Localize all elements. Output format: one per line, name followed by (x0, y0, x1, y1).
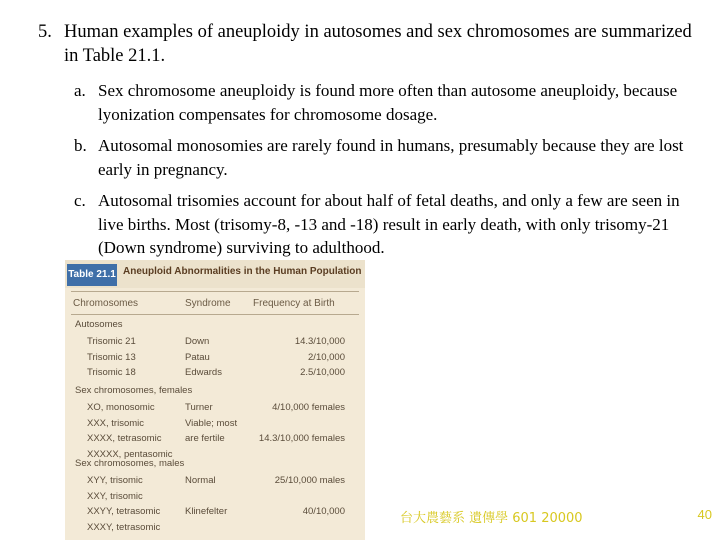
table-cell-frequency: 2.5/10,000 (300, 367, 345, 378)
table-cell-syndrome: Klinefelter (185, 506, 228, 517)
table-cell-chromosomes: XXXXX, pentasomic (87, 448, 173, 460)
table-rule-top (71, 291, 359, 292)
table-group-label: Sex chromosomes, females (75, 385, 193, 396)
table-cell-chromosomes: XXXY, tetrasomic (87, 521, 161, 533)
table-cell-chromosomes: Trisomic 13 (87, 351, 136, 363)
sub-point-letter: c. (74, 191, 86, 210)
table-cell-chromosomes: Trisomic 18 (87, 367, 136, 378)
table-row (65, 520, 365, 536)
sub-point-letter: a. (74, 81, 86, 100)
table-cell-syndrome: Down (185, 336, 210, 347)
table-cell-syndrome: Viable; most (185, 417, 238, 429)
table-group-label: Autosomes (75, 319, 123, 330)
table-label: Table 21.1 (67, 264, 117, 286)
table-title: Aneuploid Abnormalities in the Human Population (123, 266, 362, 277)
table-cell-frequency: 14.3/10,000 females (258, 433, 345, 444)
table-row (65, 400, 365, 416)
sub-point-letter: b. (74, 136, 87, 155)
table-row (65, 334, 365, 350)
table-cell-frequency: 40/10,000 (302, 506, 345, 517)
footer-text: 台大農藝系 遺傳學 601 20000 (400, 511, 583, 526)
table-cell-chromosomes: XO, monosomic (87, 402, 155, 413)
table-row (65, 350, 365, 366)
col-header-frequency: Frequency at Birth (253, 298, 335, 309)
table-header-bar (65, 260, 365, 288)
table-row (65, 473, 365, 489)
table-rule-header (71, 314, 359, 315)
page-number: 40 (697, 507, 712, 522)
table-cell-syndrome: Edwards (185, 367, 222, 378)
table-cell-syndrome: Patau (185, 351, 210, 363)
table-group-label: Sex chromosomes, males (75, 458, 185, 469)
col-header-syndrome: Syndrome (185, 298, 231, 309)
sub-point-text: Sex chromosome aneuploidy is found more often than autosome aneuploidy, because lyonization compensates for chromosome dosage. (98, 81, 678, 124)
table-cell-syndrome: Turner (185, 402, 213, 413)
sub-point-text: Autosomal trisomies account for about half of fetal deaths, and only a few are seen in live births. Most (trisomy-8, -13 and -18) result in early death, with only trisomy-21 (Down syndrome) surviving to adulthood. (98, 191, 680, 257)
table-cell-chromosomes: XXX, trisomic (87, 417, 145, 429)
table-row (65, 416, 365, 432)
table-cell-chromosomes: Trisomic 21 (87, 336, 136, 347)
main-point-number: 5. (38, 22, 52, 42)
table-cell-frequency: 4/10,000 females (272, 402, 345, 413)
table-image (65, 260, 365, 540)
col-header-chromosomes: Chromosomes (73, 298, 139, 309)
table-row (65, 365, 365, 381)
table-row (65, 489, 365, 505)
table-cell-chromosomes: XYY, trisomic (87, 475, 143, 486)
sub-point-text: Autosomal monosomies are rarely found in humans, presumably because they are lost early in pregnancy. (98, 136, 684, 179)
table-row (65, 504, 365, 520)
table-cell-frequency: 14.3/10,000 (294, 336, 345, 347)
table-cell-syndrome: are fertile (185, 433, 225, 444)
table-cell-chromosomes: XXXX, tetrasomic (87, 433, 162, 444)
table-cell-syndrome: Normal (185, 475, 216, 486)
table-cell-frequency: 25/10,000 males (274, 475, 345, 486)
table-cell-frequency: 2/10,000 (308, 351, 345, 363)
table-cell-chromosomes: XXY, trisomic (87, 490, 143, 502)
table-row (65, 431, 365, 447)
main-point-text: Human examples of aneuploidy in autosomes and sex chromosomes are summarized in Table 21.1. (64, 22, 692, 66)
table-cell-chromosomes: XXYY, tetrasomic (87, 506, 161, 517)
